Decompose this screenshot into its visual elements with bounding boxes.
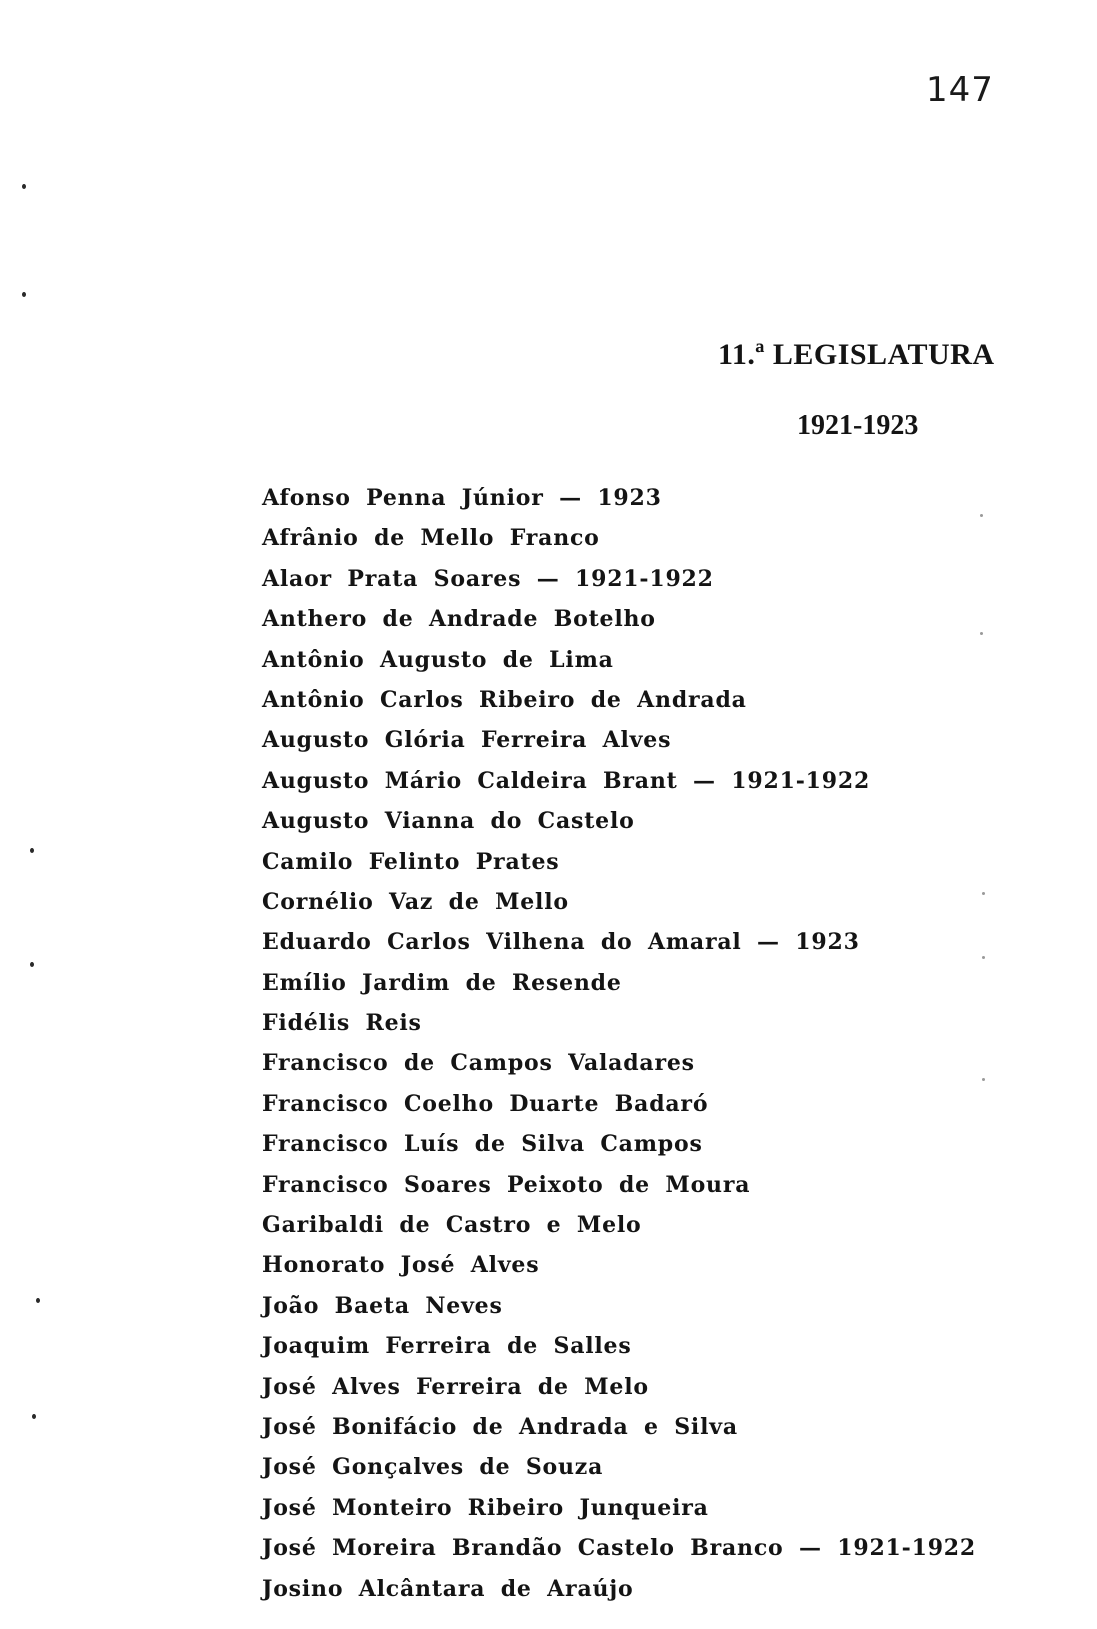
member-item: Joaquim Ferreira de Salles: [262, 1333, 632, 1360]
scan-speck: [982, 956, 985, 959]
scan-speck: [36, 1298, 40, 1303]
member-item: Honorato José Alves: [262, 1252, 540, 1279]
legislature-years: 1921-1923: [797, 410, 919, 441]
member-item: José Gonçalves de Souza: [262, 1454, 604, 1481]
scan-speck: [30, 848, 34, 853]
scan-speck: [32, 1414, 36, 1419]
member-item: Emílio Jardim de Resende: [262, 969, 622, 996]
member-item: José Alves Ferreira de Melo: [262, 1373, 649, 1400]
page-number: 147: [926, 70, 994, 110]
member-item: Garibaldi de Castro e Melo: [262, 1212, 642, 1239]
member-item: Antônio Augusto de Lima: [262, 646, 614, 673]
scan-speck: [30, 962, 34, 967]
member-item: João Baeta Neves: [262, 1292, 503, 1319]
member-item: José Monteiro Ribeiro Junqueira: [262, 1494, 709, 1521]
member-item: Eduardo Carlos Vilhena do Amaral — 1923: [262, 929, 860, 956]
member-item: Anthero de Andrade Botelho: [262, 606, 656, 633]
member-item: José Bonifácio de Andrada e Silva: [262, 1413, 738, 1440]
scan-speck: [982, 892, 985, 895]
member-item: Afonso Penna Júnior — 1923: [262, 485, 662, 511]
member-item: Fidélis Reis: [262, 1010, 422, 1037]
member-item: Antônio Carlos Ribeiro de Andrada: [262, 686, 747, 713]
member-item: Augusto Vianna do Castelo: [262, 808, 635, 835]
member-item: Francisco Coelho Duarte Badaró: [262, 1090, 709, 1117]
scan-speck: [22, 184, 26, 189]
legislature-heading: 11.ª LEGISLATURA: [718, 338, 995, 371]
member-item: Josino Alcântara de Araújo: [262, 1575, 634, 1602]
scan-speck: [22, 292, 26, 297]
member-item: Cornélio Vaz de Mello: [262, 888, 569, 915]
scan-speck: [980, 632, 983, 635]
member-item: Afrânio de Mello Franco: [262, 525, 600, 552]
member-item: Francisco de Campos Valadares: [262, 1050, 695, 1077]
member-item: Augusto Glória Ferreira Alves: [262, 727, 672, 754]
member-item: Francisco Soares Peixoto de Moura: [262, 1171, 751, 1198]
member-list: [262, 478, 976, 1609]
scan-speck: [980, 514, 983, 517]
member-item: Camilo Felinto Prates: [262, 848, 560, 875]
scan-speck: [982, 1078, 985, 1081]
member-item: Augusto Mário Caldeira Brant — 1921-1922: [262, 767, 871, 794]
member-item: Francisco Luís de Silva Campos: [262, 1131, 703, 1158]
member-item: Alaor Prata Soares — 1921-1922: [262, 565, 714, 592]
member-item: José Moreira Brandão Castelo Branco — 1921-1922: [262, 1535, 977, 1562]
